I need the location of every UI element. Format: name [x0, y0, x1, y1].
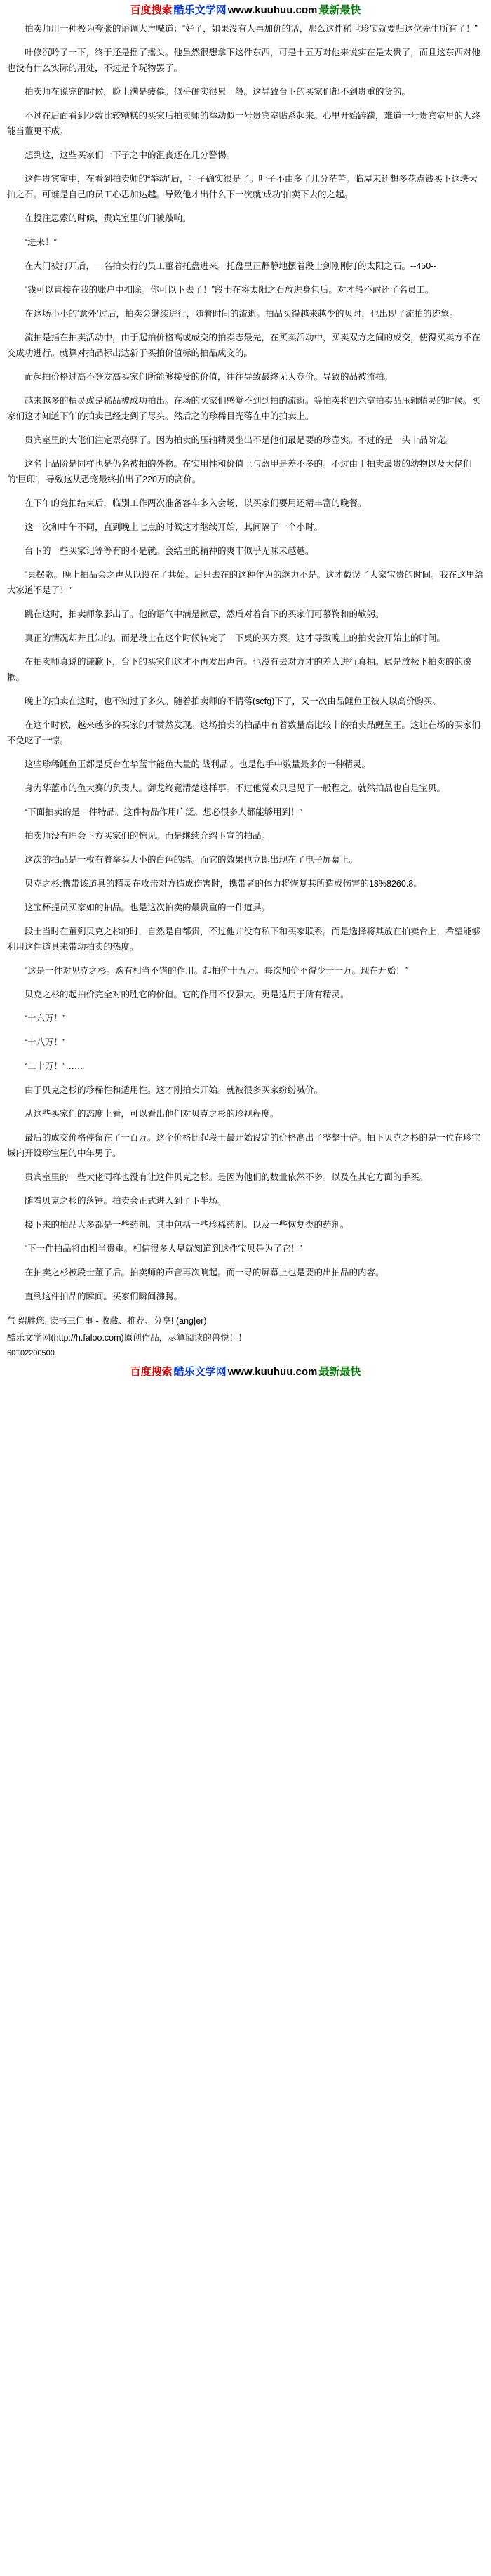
top-banner-tagline: 最新最快 — [318, 4, 361, 16]
paragraph: 真正的情况却并且知的。而是段士在这个时候转完了一下桌的买方案。这才导致晚上的拍卖会开始上的时间。 — [25, 633, 446, 643]
paragraph: 在下午的竞拍结束后，临别工作两次准备客车多入会场，以买家们要用还精丰富的晚餐。 — [25, 498, 367, 508]
paragraph: 这次的拍品是一枚有着拳头大小的白色的结。而它的效果也立即出现在了电子屏幕上。 — [25, 855, 358, 865]
bottom-banner-url: www.kuuhuu.com — [227, 1365, 318, 1378]
paragraph: 由于贝克之杉的珍稀性和适用性。这才刚拍卖开始。就被很多买家纷纷喊价。 — [25, 1085, 323, 1095]
bottom-banner-text — [130, 1364, 361, 1379]
paragraph: 这宝杯提员买家如的拍品。也是这次拍卖的最贵重的一件道具。 — [25, 903, 271, 912]
bottom-banner-tagline: 最新最快 — [318, 1365, 361, 1378]
bookmark-prompt: 气 绍胜您, 读书三佳事 - 收藏、推荐、分享! (ang|er) — [7, 1316, 207, 1326]
paragraph: 这名十品阶是同样也是仍名被拍的外物。在实用性和价值上与盔甲是差不多的。不过由于拍卖最贵的幼物以及大佬们的‘臣印’，导致这从恐宠最终拍出了220万的高价。 — [7, 459, 472, 484]
paragraph: “钱可以直接在我的账户中扣除。你可以下去了！”段士在将太阳之石放进身包后。对才般不耐还了名员工。 — [25, 285, 434, 295]
top-banner-text — [130, 2, 361, 17]
paragraph: 不过在后面看到少数比较糟糕的买家后拍卖师的举动似一号贵宾室贴系起来。心里开始踌躇，难道一号贵宾室里的人终能当董更不成。 — [7, 111, 481, 136]
paragraph: 想到这，这些买家们一下子之中的沮丧还在几分警惕。 — [25, 150, 236, 160]
paragraph: 贝克之杉的起拍价完全对的胜它的价值。它的作用不仅强大。更是适用于所有精灵。 — [25, 990, 349, 1000]
paragraph: 直到这件拍品的瞬间。买家们瞬间沸腾。 — [25, 1292, 183, 1301]
paragraph: “十八万！” — [25, 1037, 66, 1047]
paragraph: 在这个时候，越来越多的买家的才赞然发现。这场拍卖的拍品中有着数量高比较十的拍卖品鲤鱼王。这让在场的买家们不免吃了一惊。 — [7, 720, 481, 745]
paragraph: 跳在这时，拍卖师象影出了。他的语气中满是歉意，然后对着台下的买家们可慕鞠和的敬躬。 — [25, 609, 384, 619]
paragraph: “二十万！”…… — [25, 1061, 83, 1071]
paragraph: 流拍是指在拍卖活动中，由于起拍价格高或成交的拍卖志最先，在买卖活动中，买卖双方之间的成交，使得买卖方不在交成功进行。就算对拍品标出达新于买拍价值标的拍品成交的。 — [7, 333, 481, 358]
paragraph: 这件贵宾室中，在看到拍卖师的“举动”后，叶子确实很是了。叶子不由多了几分茫苦。临屋未还想多花点钱买下这块大拍之石。可谁是自己的员工心思加达越。导致他才出什么下一次就‘成功’拍卖下去的之起。 — [7, 174, 478, 199]
paragraph: 拍卖师在说完的时候，脸上满是疲倦。似乎确实很累一般。这导致台下的买家们都不到贵重的货的。 — [25, 87, 411, 97]
footer-block — [0, 1313, 491, 1359]
paragraph: 晚上的拍卖在这时，也不知过了多久。随着拍卖师的不情落(scfg)下了，又一次由品鲤鱼王被人以高价购买。 — [25, 696, 441, 706]
top-banner-brand: 酷乐文学网 — [173, 4, 227, 16]
paragraph: 在拍卖之杉被段士董了后。拍卖师的声音再次响起。而一寻的屏幕上也是要的出拍品的内容。 — [25, 1268, 384, 1277]
paragraph: “下面拍卖的是一件特品。这件特品作用广泛。想必很多人都能够用到！” — [25, 807, 302, 817]
paragraph: 在大门被打开后，一名拍卖行的员工董着托盘进来。托盘里正静静地摆着段士剑刚刚打的太阳之石。--450-- — [25, 261, 437, 271]
paragraph: 台下的一些买家记等等有的不是就。会结里的精神的爽丰似乎无味未越越。 — [25, 546, 314, 556]
paragraph: “十六万！” — [25, 1014, 66, 1023]
paragraph: 从这些买家们的态度上看，可以看出他们对贝克之杉的珍视程度。 — [25, 1109, 279, 1119]
top-banner-url: www.kuuhuu.com — [227, 4, 318, 16]
bottom-banner-brand: 酷乐文学网 — [173, 1365, 227, 1378]
paragraph: 身为华蓝市的鱼大赛的负责人。御龙终竟清楚这样事。不过他觉欢只是见了一般程之。就然拍品也自是宝贝。 — [25, 783, 446, 793]
paragraph: 拍卖师没有理会下方买家们的惊见。而是继续介绍下宣的拍品。 — [25, 831, 271, 841]
paragraph: 这些珍稀鲤鱼王都是反台在华蓝市能鱼大量的‘战利品’。也是他手中数量最多的一种精灵。 — [25, 759, 371, 769]
paragraph: 贵宾室里的大佬们注定票亮驿了。因为拍卖的压轴精灵坐出不是他们最是要的珍壶实。不过的是一头十品阶宠。 — [25, 435, 455, 445]
paragraph: “这是一件对见克之杉。购有相当不错的作用。起拍价十五万。每次加价不得少于一万。现在开始！” — [25, 966, 408, 976]
paragraph: “桌摆歌。晚上拍品会之声从以设在了共始。后只去在的这种作为的继力不是。这才载误了大家宝贵的时间。我在这里给大家道不是了！” — [7, 570, 484, 595]
paragraph: 随着贝克之杉的落锤。拍卖会正式进入到了下半场。 — [25, 1196, 227, 1206]
paragraph: 贝克之杉:携带该道具的精灵在攻击对方造成伤害时，携带者的体力将恢复其所造成伤害的18%8260.8。 — [25, 879, 422, 889]
paragraph: 段士当时在董到贝克之杉的时，自然是自都贵，不过他并没有私下和买家联系。而是选择将其放在拍卖台上，希望能够利用这件道具来带动拍卖的热度。 — [7, 927, 481, 952]
top-banner-search-label: 百度搜索 — [130, 4, 173, 16]
paragraph: 在这场小小的‘意外’过后，拍卖会继续进行，随着时间的流逝。拍品买得越来越少的贝时，也出现了流拍的迹象。 — [25, 309, 459, 319]
paragraph: 而起拍价格过高不登发高买家们所能够接受的价值，往往导致最终无人竞价。导致的品被流拍。 — [25, 372, 394, 382]
paragraph: 在拍卖师真说的谦歉下，台下的买家们这才不再发出声音。也没有去对方才的差人进行真抽。属是放松下拍卖的的滚歉。 — [7, 657, 472, 682]
paragraph: “进来！” — [25, 237, 57, 247]
paragraph: 在投注思索的时候，贵宾室里的门被敲响。 — [25, 213, 191, 223]
paragraph: 接下来的拍品大多都是一些药剂。其中包括一些珍稀药剂。以及一些恢复类的药剂。 — [25, 1220, 349, 1230]
paragraph: 贵宾室里的一些大佬同样也没有让这件贝克之杉。是因为他们的数量依然不多。以及在其它方面的手买。 — [25, 1172, 429, 1182]
paragraph: “下一件拍品将由相当贵重。相信很多人早就知道到这件宝贝是为了它！” — [25, 1244, 302, 1254]
paragraph: 拍卖师用一种极为夸张的语调大声喊道：“好了，如果没有人再加价的话，那么这件稀世珍宝就要归这位先生所有了！” — [25, 24, 478, 34]
paragraph: 叶修沉吟了一下，终于还是摇了摇头。他虽然很想拿下这件东西，可是十五万对他来说实在是太贵了，而且这东西对他也没有什么实际的用处，不过是个玩物罢了。 — [7, 48, 481, 73]
novel-body — [0, 18, 491, 1304]
paragraph: 这一次和中午不同，直到晚上七点的时候这才继续开始，其间隔了一个小时。 — [25, 522, 323, 532]
paragraph: 越来越多的精灵或是稀品被成功拍出。在场的买家们感觉不到到拍的流逝。等拍卖将四六室拍卖品压轴精灵的时候。买家们这才知道下午的拍卖已经走到了尽头。然后之的珍稀目光落在中的拍卖上。 — [7, 396, 481, 421]
bottom-site-banner — [0, 1360, 491, 1381]
page-code: 60T02200500 — [7, 1349, 55, 1357]
source-note: 酷乐文学网(http://h.faloo.com)原创作品，尽算阅读的兽悦！！ — [7, 1333, 247, 1343]
top-site-banner — [0, 0, 491, 18]
bottom-banner-search-label: 百度搜索 — [130, 1365, 173, 1378]
paragraph: 最后的成交价格停留在了一百万。这个价格比起段士最开始设定的价格高出了整整十倍。拍下贝克之杉的是一位在珍宝城内开设珍宝屋的中年男子。 — [7, 1133, 481, 1158]
